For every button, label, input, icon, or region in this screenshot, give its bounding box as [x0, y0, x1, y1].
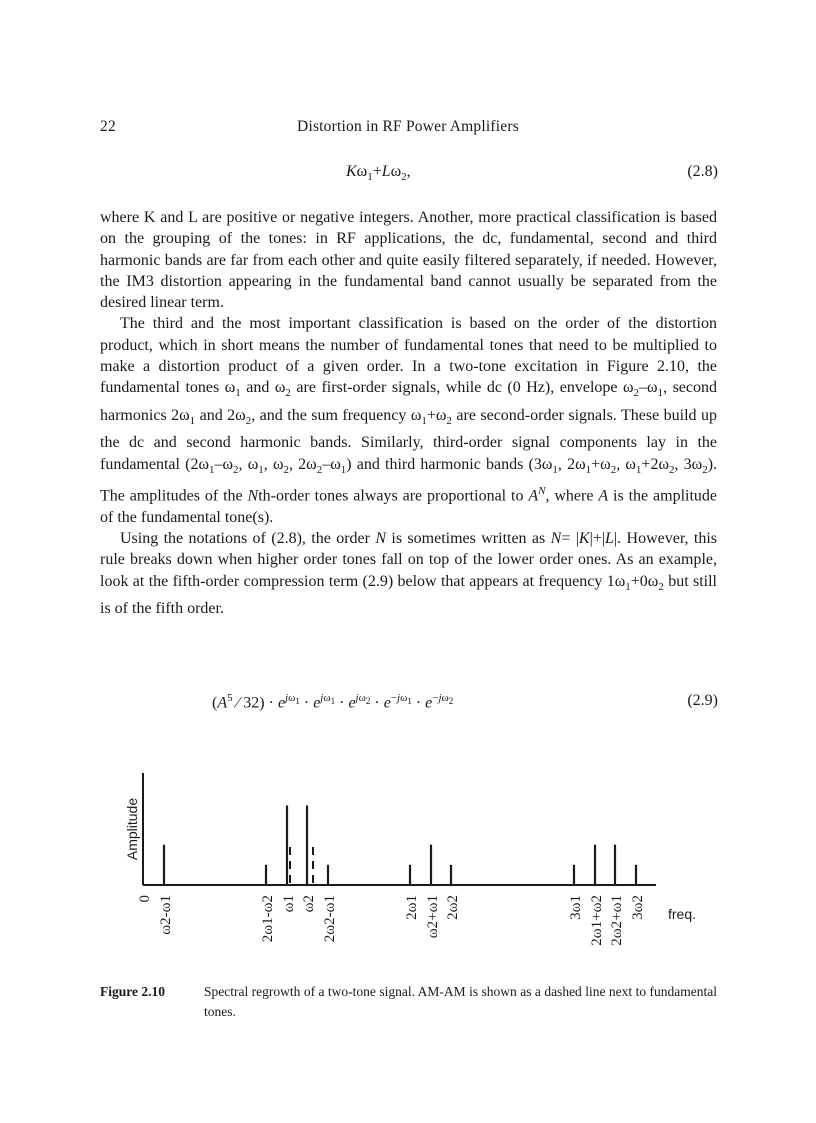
running-title: Distortion in RF Power Amplifiers: [297, 118, 519, 135]
x-tick-label: ω1: [281, 895, 297, 913]
body-text: [100, 207, 717, 619]
page-number: 22: [100, 118, 116, 135]
equation-2-9-number: (2.9): [687, 692, 718, 709]
x-tick-label: ω2: [301, 895, 317, 913]
paragraph-2: The third and the most important classification is based on the order of the distortion product, which in short means the number of fundamental tones that need to be multiplied to make a distortion product of a given order. In a two-tone excitation in Figure 2.10, the fundamental tones $\omega_1$ and $\omega_2$ are first-order signals, while dc (0 Hz), envelope $\omega_2-\omega_1$, second harmonics $2\omega_1$ and $2\omega_2$, and the sum frequency $\omega_1+\omega_2$ are second-order signals. These build up the dc and second harmonic bands. Similarly, third-order signal components lay in the fundamental ($2\omega_1-\omega_2$, $\omega_1$, $\omega_2$, $2\omega_2-\omega_1$) and third harmonic bands ($3\omega_1$, $2\omega_1+\omega_2$, $\omega_1+2\omega_2$, $3\omega_2$). The amplitudes of the Nth-order tones always are proportional to $A^N$, where A is the amplitude of the fundamental tone(s).: [100, 315, 718, 526]
equation-2-8: $K\omega_1+L\omega_2$,: [346, 163, 411, 184]
x-tick-label: 2ω2-ω1: [322, 895, 338, 943]
x-tick-label: 2ω1: [404, 895, 420, 920]
x-axis-label: freq.: [668, 906, 697, 922]
x-tick-label: 0: [137, 895, 153, 903]
equation-2-8-number: (2.8): [687, 163, 718, 180]
x-tick-label: 2ω2: [445, 895, 461, 920]
x-tick-label: 2ω1+ω2: [589, 895, 605, 946]
x-tick-label: 2ω2+ω1: [609, 895, 625, 946]
equation-2-9: ($A^5$ ⁄ $32) \cdot e^{j\omega_1} \cdot e^{j\omega_1} \cdot e^{j\omega_2} \cdot e^{-j\omega_1} \cdot e^{-j\omega_2}$: [212, 692, 454, 712]
x-tick-label: ω2-ω1: [158, 895, 174, 935]
x-tick-label: 3ω1: [568, 895, 584, 920]
spectrum-chart: [0, 765, 816, 965]
paragraph-3: Using the notations of (2.8), the order N is sometimes written as N= |K|+|L|. However, this rule breaks down when higher order tones fall on top of the lower order ones. As an example, look at the fifth-order compression term (2.9) below that appears at frequency $1\omega_1+0\omega_2$ but still is of the fifth order.: [100, 530, 718, 618]
x-tick-label: ω2+ω1: [425, 895, 441, 939]
caption-text: Spectral regrowth of a two-tone signal. AM-AM is shown as a dashed line next to fundamental tones.: [204, 984, 717, 1019]
x-tick-label: 2ω1-ω2: [260, 895, 276, 943]
y-axis-label: Amplitude: [124, 797, 140, 861]
x-tick-label: 3ω2: [630, 895, 646, 920]
paragraph-1: where K and L are positive or negative integers. Another, more practical classification is based on the grouping of the tones: in RF applications, the dc, fundamental, second and third harmonic bands are far from each other and quite easily filtered separately, if needed. However, the IM3 distortion appearing in the fundamental band cannot usually be separated from the desired linear term.: [100, 209, 717, 312]
figure-label: Figure 2.10: [100, 984, 165, 999]
